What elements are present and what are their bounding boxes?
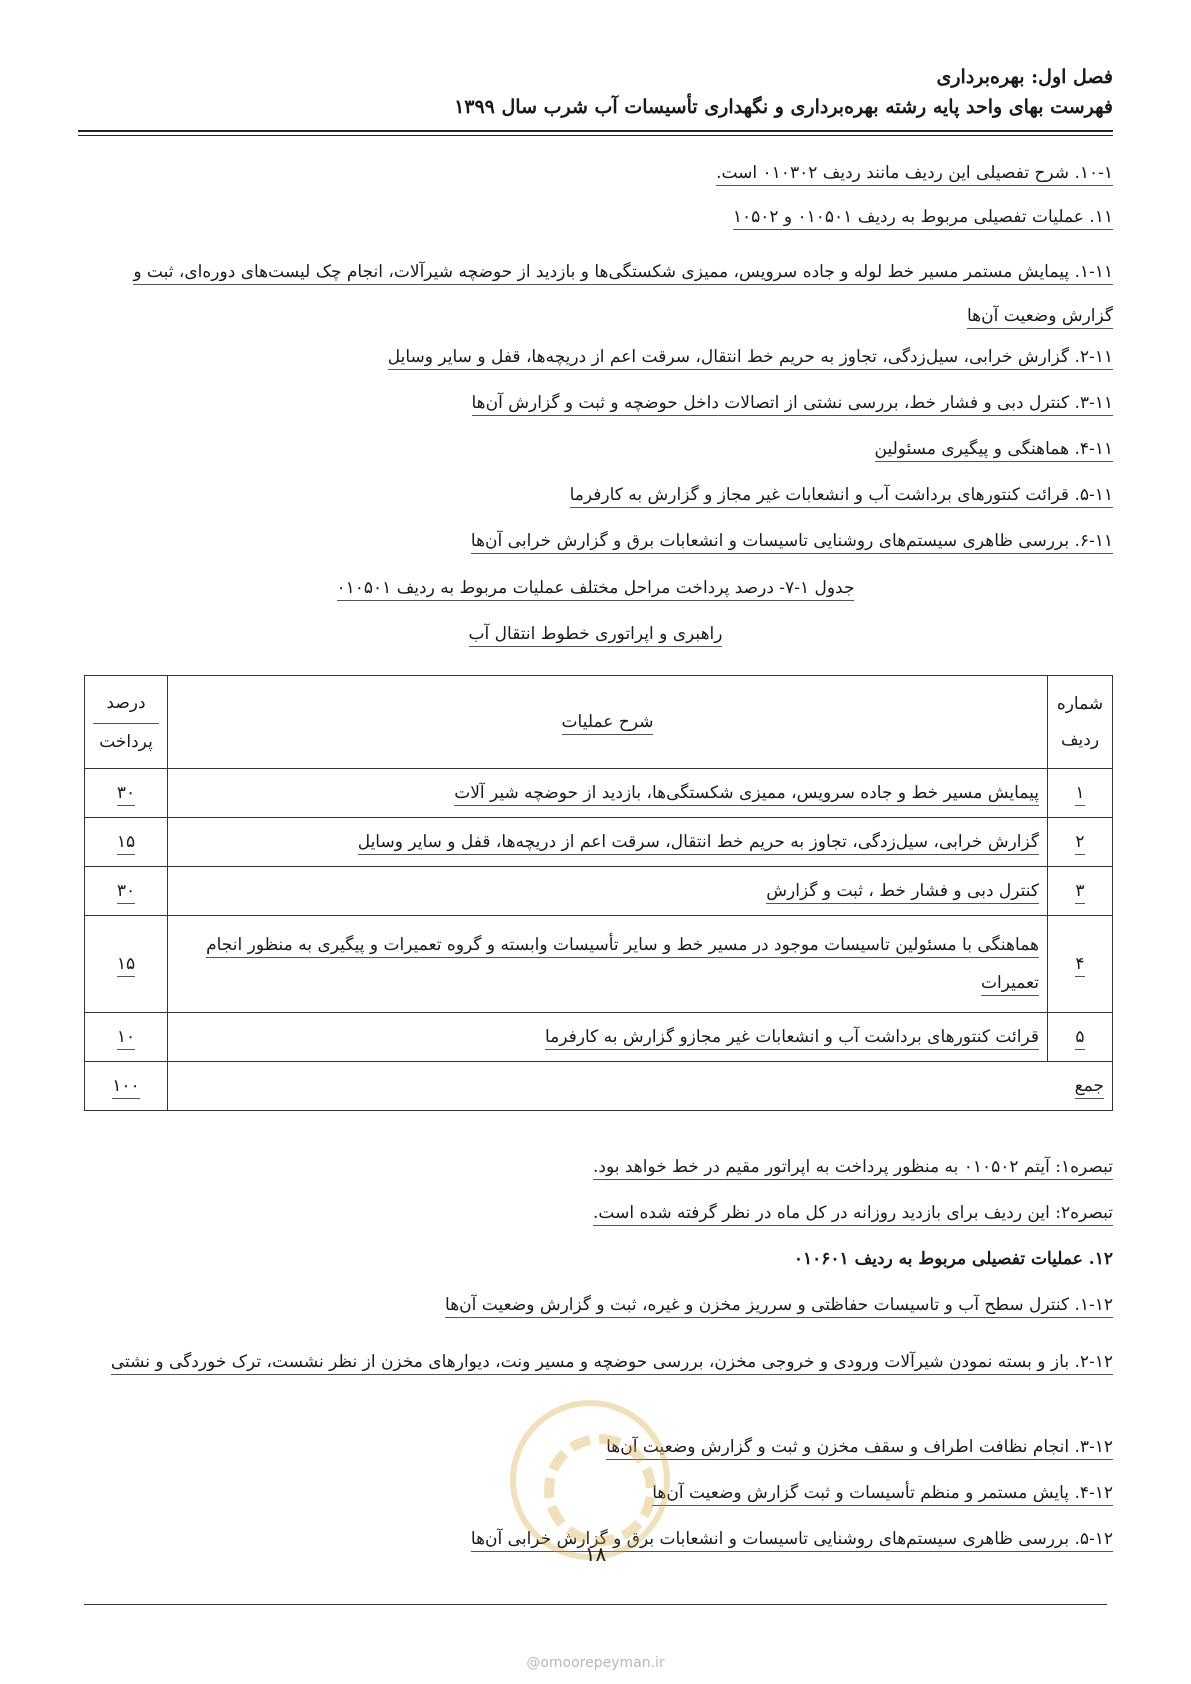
paragraph-11-1: ۱-۱۱. پیمایش مستمر مسیر خط لوله و جاده سرویس، ممیزی شکستگی‌ها و بازدید از حوضچه شیرآلات، انجام چک لیست‌های دوره‌ای، ثبت و گزارش وضعیت آن‌ها: [78, 250, 1113, 338]
row-description: گزارش خرابی، سیل‌زدگی، تجاوز به حریم خط انتقال، سرقت اعم از دریچه‌ها، قفل و سایر وسایل: [168, 818, 1048, 867]
paragraph-10-1: ۱۰-۱. شرح تفصیلی این ردیف مانند ردیف ۰۱۰۳۰۲ است.: [78, 160, 1113, 186]
header-row-number: شماره ردیف: [1048, 676, 1113, 769]
paragraph-11: ۱۱. عملیات تفصیلی مربوط به ردیف ۰۱۰۵۰۱ و ۱۰۵۰۲: [78, 204, 1113, 230]
operations-table: [84, 675, 1113, 1111]
footer-rule: [84, 1604, 1107, 1605]
paragraph-11-4: ۴-۱۱. هماهنگی و پیگیری مسئولین: [78, 436, 1113, 462]
row-percent: ۱۵: [85, 916, 168, 1013]
total-label: جمع: [168, 1062, 1113, 1111]
header-description: شرح عملیات: [168, 676, 1048, 769]
row-number: ۴: [1048, 916, 1113, 1013]
paragraph-12-3: ۳-۱۲. انجام نظافت اطراف و سقف مخزن و ثبت و گزارش وضعیت آن‌ها: [78, 1434, 1113, 1460]
header-payment-percent: درصد پرداخت: [85, 676, 168, 769]
table-header-row: [85, 676, 1113, 769]
page-number: ۱۸: [584, 1542, 607, 1566]
paragraph-12-4: ۴-۱۲. پایش مستمر و منظم تأسیسات و ثبت گزارش وضعیت آن‌ها: [78, 1480, 1113, 1506]
table-caption: جدول ۱-۷- درصد پرداخت مراحل مختلف عملیات مربوط به ردیف ۰۱۰۵۰۱: [0, 578, 1191, 598]
paragraph-11-3: ۳-۱۱. کنترل دبی و فشار خط، بررسی نشتی از اتصالات داخل حوضچه و ثبت و گزارش آن‌ها: [78, 390, 1113, 416]
total-percent: ۱۰۰: [85, 1062, 168, 1111]
row-number: ۳: [1048, 867, 1113, 916]
section-12-heading: ۱۲. عملیات تفصیلی مربوط به ردیف ۰۱۰۶۰۱: [793, 1249, 1113, 1269]
table-row: [85, 867, 1113, 916]
row-description: هماهنگی با مسئولین تاسیسات موجود در مسیر خط و سایر تأسیسات وابسته و گروه تعمیرات و پیگیری به منظور انجام تعمیرات: [168, 916, 1048, 1013]
watermark-logo-icon: [510, 1400, 670, 1560]
row-number: ۲: [1048, 818, 1113, 867]
header-rule-thin: [78, 135, 1113, 136]
paragraph-12-2: ۲-۱۲. باز و بسته نمودن شیرآلات ورودی و خروجی مخزن، بررسی حوضچه و مسیر ونت، دیوارهای مخزن از نظر نشست، ترک خوردگی و نشتی: [78, 1340, 1113, 1384]
row-number: ۵: [1048, 1013, 1113, 1062]
table-total-row: [85, 1062, 1113, 1111]
header-rule: [78, 130, 1113, 132]
paragraph-11-6: ۶-۱۱. بررسی ظاهری سیستم‌های روشنایی تاسیسات و انشعابات برق و گزارش خرابی آن‌ها: [78, 528, 1113, 554]
table-row: [85, 1013, 1113, 1062]
chapter-title: فصل اول: بهره‌برداری: [936, 66, 1113, 88]
row-description: پیمایش مسیر خط و جاده سرویس، ممیزی شکستگی‌ها، بازدید از حوضچه شیر آلات: [168, 769, 1048, 818]
row-percent: ۱۰: [85, 1013, 168, 1062]
table-row: [85, 818, 1113, 867]
note-1: تبصره۱: آیتم ۰۱۰۵۰۲ به منظور پرداخت به اپراتور مقیم در خط خواهد بود.: [78, 1154, 1113, 1180]
page-header: [78, 62, 1113, 122]
paragraph-12-1: ۱-۱۲. کنترل سطح آب و تاسیسات حفاظتی و سرریز مخزن و غیره، ثبت و گزارش وضعیت آن‌ها: [78, 1292, 1113, 1318]
row-number: ۱: [1048, 769, 1113, 818]
row-percent: ۳۰: [85, 769, 168, 818]
table-row: [85, 916, 1113, 1013]
paragraph-11-2: ۲-۱۱. گزارش خرابی، سیل‌زدگی، تجاوز به حریم خط انتقال، سرقت اعم از دریچه‌ها، قفل و سایر وسایل: [78, 344, 1113, 370]
table-row: [85, 769, 1113, 818]
paragraph-11-5: ۵-۱۱. قرائت کنتورهای برداشت آب و انشعابات غیر مجاز و گزارش به کارفرما: [78, 482, 1113, 508]
row-description: قرائت کنتورهای برداشت آب و انشعابات غیر مجازو گزارش به کارفرما: [168, 1013, 1048, 1062]
table-caption-subtitle: راهبری و اپراتوری خطوط انتقال آب: [0, 624, 1191, 644]
row-description: کنترل دبی و فشار خط ، ثبت و گزارش: [168, 867, 1048, 916]
row-percent: ۳۰: [85, 867, 168, 916]
note-2: تبصره۲: این ردیف برای بازدید روزانه در کل ماه در نظر گرفته شده است.: [78, 1200, 1113, 1226]
document-title: فهرست بهای واحد پایه رشته بهره‌برداری و نگهداری تأسیسات آب شرب سال ۱۳۹۹: [454, 96, 1113, 118]
row-percent: ۱۵: [85, 818, 168, 867]
paragraph-12-5: ۵-۱۲. بررسی ظاهری سیستم‌های روشنایی تاسیسات و انشعابات برق و گزارش خرابی آن‌ها: [78, 1526, 1113, 1552]
watermark-url: @omoorepeyman.ir: [526, 1655, 665, 1671]
